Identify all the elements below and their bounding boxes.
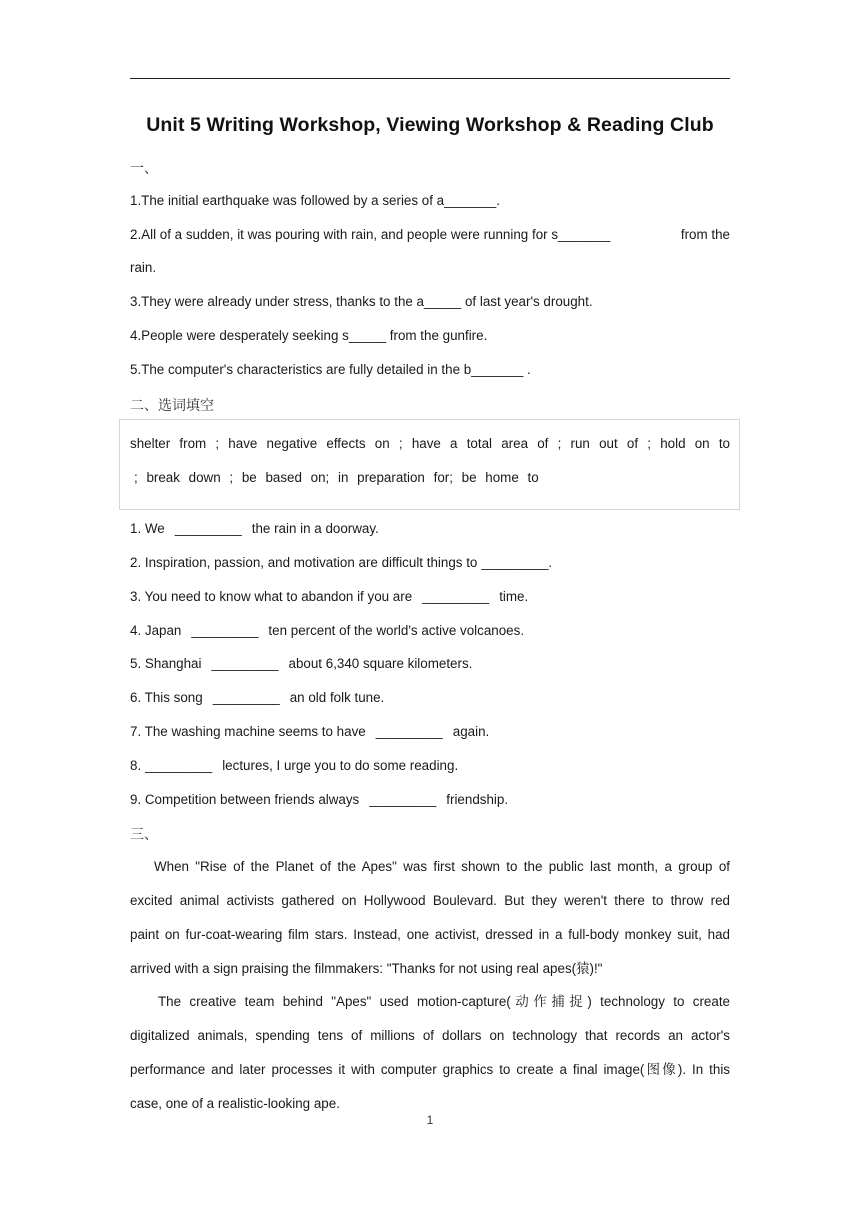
- section-3-heading: 三、: [130, 827, 158, 843]
- s1-item-2-tail: from the: [680, 227, 730, 242]
- word-bank-box: [119, 419, 740, 510]
- s1-item-2: [130, 226, 730, 244]
- page-number: 1: [426, 1113, 434, 1127]
- s1-item-1: 1.The initial earthquake was followed by a series of a_______.: [130, 193, 500, 208]
- s2-item-blank[interactable]: _________: [145, 758, 213, 773]
- p2-line-2: digitalized animals, spending tens of millions of dollars on technology that records an actor's: [130, 1028, 730, 1043]
- section-2-heading: 二、选词填空: [130, 398, 214, 414]
- word-bank-line-2: ; break down ; be based on; in preparation for; be home to: [134, 470, 539, 485]
- s2-item-blank[interactable]: _________: [211, 656, 279, 671]
- s2-item-blank[interactable]: _________.: [481, 555, 553, 570]
- s2-item-text: 9. Competition between friends always: [130, 792, 360, 807]
- s2-item-1: [130, 520, 730, 538]
- page-title: Unit 5 Writing Workshop, Viewing Workshop & Reading Club: [146, 114, 714, 136]
- s2-item-blank[interactable]: _________: [191, 623, 259, 638]
- s2-item-7: [130, 723, 730, 741]
- s2-item-text: 8.: [130, 758, 142, 773]
- s2-item-6: [130, 689, 730, 707]
- p2-line-1: The creative team behind "Apes" used motion-capture(动作捕捉) technology to create: [158, 994, 730, 1009]
- s2-item-text-after: ten percent of the world's active volcanoes.: [268, 623, 525, 638]
- s2-item-text: 1. We: [130, 521, 165, 536]
- s2-item-text-after: an old folk tune.: [289, 690, 385, 705]
- s2-item-text-after: friendship.: [446, 792, 509, 807]
- s2-item-4: [130, 622, 730, 640]
- s1-item-5: 5.The computer's characteristics are fully detailed in the b_______ .: [130, 362, 531, 377]
- p1-line-1: When "Rise of the Planet of the Apes" was first shown to the public last month, a group of: [154, 859, 730, 874]
- s2-item-blank[interactable]: _________: [369, 792, 437, 807]
- section-1-heading: 一、: [130, 161, 158, 177]
- p2-line-3: performance and later processes it with computer graphics to create a final image(图像). In this: [130, 1062, 730, 1077]
- s1-item-4: 4.People were desperately seeking s_____ from the gunfire.: [130, 328, 488, 343]
- p2-line-4: case, one of a realistic-looking ape.: [130, 1096, 340, 1111]
- s2-item-text-after: lectures, I urge you to do some reading.: [222, 758, 459, 773]
- s2-item-8: [130, 757, 730, 775]
- s2-item-text-after: about 6,340 square kilometers.: [288, 656, 473, 671]
- s1-item-2-cont: rain.: [130, 260, 157, 275]
- s2-item-text: 4. Japan: [130, 623, 182, 638]
- p1-line-4: arrived with a sign praising the filmmakers: "Thanks for not using real apes(猿)!": [130, 961, 603, 976]
- s2-item-blank[interactable]: _________: [375, 724, 443, 739]
- s2-item-5: [130, 655, 730, 673]
- word-bank-line-1: shelter from ; have negative effects on ; have a total area of ; run out of ; hold on to: [130, 436, 730, 451]
- s1-item-3: 3.They were already under stress, thanks to the a_____ of last year's drought.: [130, 294, 593, 309]
- s2-item-blank[interactable]: _________: [174, 521, 242, 536]
- s2-item-text-after: time.: [499, 589, 529, 604]
- s2-item-3: [130, 588, 730, 606]
- s2-item-text: 6. This song: [130, 690, 203, 705]
- s2-item-text-after: again.: [452, 724, 490, 739]
- s1-item-2-text: 2.All of a sudden, it was pouring with rain, and people were running for s_______: [130, 227, 611, 242]
- s2-item-9: [130, 791, 730, 809]
- p1-line-2: excited animal activists gathered on Hollywood Boulevard. But they weren't there to throw red: [130, 893, 730, 908]
- s2-item-text-after: the rain in a doorway.: [251, 521, 379, 536]
- s2-item-text: 2. Inspiration, passion, and motivation are difficult things to: [130, 555, 478, 570]
- s2-item-blank[interactable]: _________: [212, 690, 280, 705]
- header-rule: [130, 78, 730, 79]
- s2-item-2: [130, 554, 730, 572]
- s2-item-text: 3. You need to know what to abandon if you are: [130, 589, 413, 604]
- s2-item-blank[interactable]: _________: [422, 589, 490, 604]
- p1-line-3: paint on fur-coat-wearing film stars. Instead, one activist, dressed in a full-body monkey suit, had: [130, 927, 730, 942]
- s2-item-text: 7. The washing machine seems to have: [130, 724, 366, 739]
- s2-item-text: 5. Shanghai: [130, 656, 202, 671]
